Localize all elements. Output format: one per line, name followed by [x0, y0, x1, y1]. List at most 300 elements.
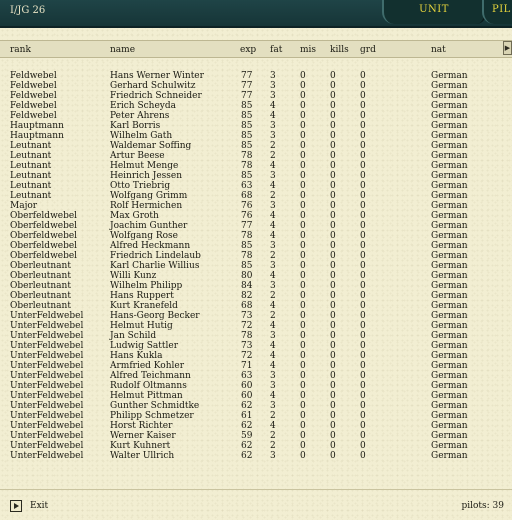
cell-grd: 0	[360, 91, 366, 101]
cell-grd: 0	[360, 241, 366, 251]
cell-nat: German	[431, 301, 468, 311]
cell-mis: 0	[300, 91, 306, 101]
cell-mis: 0	[300, 81, 306, 91]
cell-name: Heinrich Jessen	[110, 171, 183, 181]
cell-exp: 77	[241, 221, 253, 231]
cell-kills: 0	[330, 121, 336, 131]
column-header-exp[interactable]: exp	[240, 45, 257, 55]
cell-name: Rolf Hermichen	[110, 201, 183, 211]
cell-kills: 0	[330, 341, 336, 351]
cell-rank: UnterFeldwebel	[10, 441, 84, 451]
cell-grd: 0	[360, 121, 366, 131]
table-row[interactable]	[0, 151, 512, 161]
cell-grd: 0	[360, 101, 366, 111]
cell-fat: 4	[270, 361, 276, 371]
cell-exp: 72	[241, 321, 253, 331]
cell-exp: 62	[241, 421, 253, 431]
table-row[interactable]	[0, 421, 512, 431]
cell-mis: 0	[300, 121, 306, 131]
cell-mis: 0	[300, 411, 306, 421]
cell-kills: 0	[330, 381, 336, 391]
cell-name: Helmut Pittman	[110, 391, 183, 401]
cell-nat: German	[431, 181, 468, 191]
cell-fat: 2	[270, 411, 276, 421]
table-row[interactable]	[0, 241, 512, 251]
column-header-name[interactable]: name	[110, 45, 136, 55]
cell-mis: 0	[300, 301, 306, 311]
table-row[interactable]	[0, 331, 512, 341]
cell-name: Friedrich Schneider	[110, 91, 202, 101]
cell-fat: 4	[270, 341, 276, 351]
cell-kills: 0	[330, 401, 336, 411]
cell-mis: 0	[300, 321, 306, 331]
table-row[interactable]	[0, 101, 512, 111]
cell-nat: German	[431, 141, 468, 151]
cell-exp: 63	[241, 371, 253, 381]
cell-mis: 0	[300, 281, 306, 291]
cell-name: Wilhelm Gath	[110, 131, 173, 141]
table-row[interactable]	[0, 121, 512, 131]
cell-grd: 0	[360, 391, 366, 401]
cell-grd: 0	[360, 111, 366, 121]
cell-mis: 0	[300, 261, 306, 271]
pilot-count: pilots: 39	[461, 501, 504, 511]
cell-mis: 0	[300, 231, 306, 241]
cell-fat: 2	[270, 291, 276, 301]
table-row[interactable]	[0, 381, 512, 391]
cell-fat: 3	[270, 451, 276, 461]
top-bar	[0, 0, 512, 28]
cell-kills: 0	[330, 391, 336, 401]
cell-name: Werner Kaiser	[110, 431, 176, 441]
table-row[interactable]	[0, 451, 512, 461]
cell-grd: 0	[360, 191, 366, 201]
cell-rank: Major	[10, 201, 38, 211]
cell-name: Rudolf Oltmanns	[110, 381, 187, 391]
cell-nat: German	[431, 351, 468, 361]
cell-fat: 3	[270, 81, 276, 91]
cell-name: Karl Charlie Willius	[110, 261, 200, 271]
cell-rank: Feldwebel	[10, 91, 57, 101]
cell-grd: 0	[360, 441, 366, 451]
cell-name: Alfred Teichmann	[110, 371, 191, 381]
cell-rank: Leutnant	[10, 151, 52, 161]
cell-nat: German	[431, 321, 468, 331]
cell-fat: 2	[270, 141, 276, 151]
cell-exp: 85	[241, 111, 253, 121]
cell-rank: UnterFeldwebel	[10, 381, 84, 391]
table-row[interactable]	[0, 311, 512, 321]
cell-grd: 0	[360, 131, 366, 141]
column-header-rank[interactable]: rank	[10, 45, 31, 55]
cell-rank: UnterFeldwebel	[10, 341, 84, 351]
cell-grd: 0	[360, 411, 366, 421]
cell-nat: German	[431, 411, 468, 421]
cell-name: Erich Scheyda	[110, 101, 176, 111]
cell-mis: 0	[300, 441, 306, 451]
cell-fat: 4	[270, 351, 276, 361]
cell-mis: 0	[300, 431, 306, 441]
cell-grd: 0	[360, 171, 366, 181]
cell-rank: UnterFeldwebel	[10, 321, 84, 331]
table-row[interactable]	[0, 371, 512, 381]
table-row[interactable]	[0, 341, 512, 351]
cell-grd: 0	[360, 141, 366, 151]
cell-exp: 78	[241, 161, 253, 171]
column-header-grd[interactable]: grd	[360, 45, 376, 55]
table-row[interactable]	[0, 211, 512, 221]
cell-nat: German	[431, 101, 468, 111]
cell-name: Max Groth	[110, 211, 159, 221]
cell-mis: 0	[300, 421, 306, 431]
cell-mis: 0	[300, 151, 306, 161]
cell-rank: Oberfeldwebel	[10, 231, 78, 241]
table-row[interactable]	[0, 271, 512, 281]
cell-grd: 0	[360, 81, 366, 91]
cell-nat: German	[431, 371, 468, 381]
cell-exp: 78	[241, 251, 253, 261]
tab-unit[interactable]: UNIT	[382, 0, 486, 24]
cell-rank: Oberleutnant	[10, 301, 71, 311]
cell-kills: 0	[330, 151, 336, 161]
cell-rank: UnterFeldwebel	[10, 431, 84, 441]
table-row[interactable]	[0, 401, 512, 411]
cell-nat: German	[431, 241, 468, 251]
cell-kills: 0	[330, 261, 336, 271]
cell-nat: German	[431, 331, 468, 341]
table-row[interactable]	[0, 81, 512, 91]
cell-kills: 0	[330, 301, 336, 311]
cell-name: Wolfgang Rose	[110, 231, 178, 241]
cell-nat: German	[431, 91, 468, 101]
table-row[interactable]	[0, 391, 512, 401]
cell-exp: 78	[241, 331, 253, 341]
cell-fat: 3	[270, 261, 276, 271]
cell-grd: 0	[360, 211, 366, 221]
cell-grd: 0	[360, 301, 366, 311]
cell-rank: UnterFeldwebel	[10, 361, 84, 371]
cell-exp: 78	[241, 151, 253, 161]
cell-exp: 68	[241, 191, 253, 201]
cell-mis: 0	[300, 351, 306, 361]
column-header-kills[interactable]: kills	[330, 45, 349, 55]
cell-exp: 80	[241, 271, 253, 281]
cell-kills: 0	[330, 91, 336, 101]
table-row[interactable]	[0, 351, 512, 361]
cell-mis: 0	[300, 371, 306, 381]
cell-rank: UnterFeldwebel	[10, 371, 84, 381]
cell-rank: UnterFeldwebel	[10, 391, 84, 401]
cell-grd: 0	[360, 181, 366, 191]
cell-name: Gerhard Schulwitz	[110, 81, 196, 91]
cell-nat: German	[431, 231, 468, 241]
table-row[interactable]	[0, 71, 512, 81]
table-row[interactable]	[0, 171, 512, 181]
cell-fat: 3	[270, 91, 276, 101]
table-row[interactable]	[0, 281, 512, 291]
cell-name: Willi Kunz	[110, 271, 157, 281]
cell-nat: German	[431, 171, 468, 181]
cell-rank: Leutnant	[10, 141, 52, 151]
cell-nat: German	[431, 291, 468, 301]
cell-name: Ludwig Sattler	[110, 341, 179, 351]
cell-grd: 0	[360, 421, 366, 431]
cell-mis: 0	[300, 221, 306, 231]
cell-grd: 0	[360, 431, 366, 441]
cell-kills: 0	[330, 161, 336, 171]
cell-exp: 85	[241, 121, 253, 131]
play-triangle-icon	[10, 500, 22, 512]
cell-rank: Oberleutnant	[10, 261, 71, 271]
cell-mis: 0	[300, 341, 306, 351]
cell-exp: 60	[241, 381, 253, 391]
cell-kills: 0	[330, 71, 336, 81]
cell-rank: UnterFeldwebel	[10, 401, 84, 411]
cell-name: Friedrich Lindelaub	[110, 251, 201, 261]
cell-nat: German	[431, 281, 468, 291]
table-row[interactable]	[0, 321, 512, 331]
cell-nat: German	[431, 261, 468, 271]
footer-divider	[0, 489, 512, 490]
cell-grd: 0	[360, 151, 366, 161]
cell-nat: German	[431, 71, 468, 81]
cell-grd: 0	[360, 451, 366, 461]
cell-kills: 0	[330, 201, 336, 211]
cell-fat: 3	[270, 371, 276, 381]
cell-mis: 0	[300, 381, 306, 391]
cell-mis: 0	[300, 161, 306, 171]
cell-name: Jan Schild	[110, 331, 157, 341]
cell-nat: German	[431, 251, 468, 261]
table-row[interactable]	[0, 231, 512, 241]
cell-nat: German	[431, 81, 468, 91]
cell-grd: 0	[360, 351, 366, 361]
cell-grd: 0	[360, 321, 366, 331]
cell-name: Waldemar Soffing	[110, 141, 192, 151]
column-header-mis[interactable]: mis	[300, 45, 317, 55]
cell-fat: 2	[270, 431, 276, 441]
cell-fat: 3	[270, 121, 276, 131]
cell-mis: 0	[300, 211, 306, 221]
cell-fat: 3	[270, 381, 276, 391]
cell-rank: Leutnant	[10, 161, 52, 171]
cell-kills: 0	[330, 361, 336, 371]
cell-mis: 0	[300, 171, 306, 181]
cell-exp: 68	[241, 301, 253, 311]
cell-mis: 0	[300, 101, 306, 111]
cell-kills: 0	[330, 291, 336, 301]
cell-kills: 0	[330, 251, 336, 261]
cell-grd: 0	[360, 261, 366, 271]
cell-kills: 0	[330, 131, 336, 141]
table-row[interactable]	[0, 291, 512, 301]
cell-grd: 0	[360, 201, 366, 211]
cell-rank: Oberleutnant	[10, 271, 71, 281]
cell-name: Helmut Menge	[110, 161, 179, 171]
cell-fat: 3	[270, 331, 276, 341]
cell-nat: German	[431, 441, 468, 451]
cell-nat: German	[431, 391, 468, 401]
table-row[interactable]	[0, 161, 512, 171]
cell-grd: 0	[360, 221, 366, 231]
cell-name: Wilhelm Philipp	[110, 281, 183, 291]
cell-nat: German	[431, 191, 468, 201]
cell-fat: 3	[270, 241, 276, 251]
cell-name: Alfred Heckmann	[110, 241, 191, 251]
cell-exp: 73	[241, 311, 253, 321]
cell-mis: 0	[300, 191, 306, 201]
cell-kills: 0	[330, 81, 336, 91]
cell-fat: 2	[270, 191, 276, 201]
cell-rank: UnterFeldwebel	[10, 331, 84, 341]
cell-kills: 0	[330, 191, 336, 201]
table-row[interactable]	[0, 91, 512, 101]
cell-rank: Oberfeldwebel	[10, 211, 78, 221]
cell-rank: UnterFeldwebel	[10, 311, 84, 321]
cell-rank: Hauptmann	[10, 131, 64, 141]
cell-exp: 77	[241, 81, 253, 91]
cell-rank: Leutnant	[10, 171, 52, 181]
cell-name: Otto Triebrig	[110, 181, 171, 191]
cell-rank: UnterFeldwebel	[10, 351, 84, 361]
cell-exp: 60	[241, 391, 253, 401]
tab-pilots[interactable]: PIL	[482, 0, 512, 24]
cell-rank: Feldwebel	[10, 81, 57, 91]
cell-exp: 85	[241, 241, 253, 251]
table-row[interactable]	[0, 181, 512, 191]
cell-rank: Leutnant	[10, 181, 52, 191]
cell-fat: 2	[270, 311, 276, 321]
cell-mis: 0	[300, 201, 306, 211]
cell-exp: 71	[241, 361, 253, 371]
cell-kills: 0	[330, 331, 336, 341]
cell-nat: German	[431, 381, 468, 391]
cell-mis: 0	[300, 291, 306, 301]
cell-fat: 4	[270, 161, 276, 171]
table-row[interactable]	[0, 411, 512, 421]
cell-kills: 0	[330, 141, 336, 151]
cell-rank: Oberfeldwebel	[10, 251, 78, 261]
cell-kills: 0	[330, 211, 336, 221]
cell-mis: 0	[300, 71, 306, 81]
cell-nat: German	[431, 111, 468, 121]
cell-kills: 0	[330, 431, 336, 441]
cell-exp: 85	[241, 131, 253, 141]
cell-mis: 0	[300, 131, 306, 141]
cell-exp: 61	[241, 411, 253, 421]
table-row[interactable]	[0, 441, 512, 451]
cell-name: Hans Werner Winter	[110, 71, 204, 81]
cell-fat: 3	[270, 401, 276, 411]
cell-name: Kurt Kranefeld	[110, 301, 178, 311]
pilot-roster-panel	[0, 28, 512, 520]
cell-name: Kurt Kuhnert	[110, 441, 171, 451]
cell-kills: 0	[330, 411, 336, 421]
cell-exp: 62	[241, 441, 253, 451]
cell-fat: 4	[270, 421, 276, 431]
cell-nat: German	[431, 451, 468, 461]
cell-name: Philipp Schmetzer	[110, 411, 194, 421]
cell-exp: 63	[241, 181, 253, 191]
cell-kills: 0	[330, 281, 336, 291]
cell-exp: 59	[241, 431, 253, 441]
exit-button[interactable]	[10, 499, 48, 513]
cell-nat: German	[431, 121, 468, 131]
cell-mis: 0	[300, 311, 306, 321]
column-header-nat[interactable]: nat	[431, 45, 446, 55]
cell-mis: 0	[300, 391, 306, 401]
cell-name: Horst Richter	[110, 421, 173, 431]
cell-fat: 2	[270, 441, 276, 451]
scroll-arrow-icon[interactable]: ▶	[503, 41, 512, 55]
table-row[interactable]	[0, 201, 512, 211]
cell-grd: 0	[360, 71, 366, 81]
cell-nat: German	[431, 431, 468, 441]
column-header-fat[interactable]: fat	[270, 45, 283, 55]
cell-exp: 73	[241, 341, 253, 351]
table-row[interactable]	[0, 431, 512, 441]
cell-exp: 77	[241, 71, 253, 81]
cell-rank: Feldwebel	[10, 111, 57, 121]
cell-fat: 4	[270, 111, 276, 121]
table-row[interactable]	[0, 221, 512, 231]
cell-nat: German	[431, 361, 468, 371]
cell-grd: 0	[360, 271, 366, 281]
cell-mis: 0	[300, 181, 306, 191]
table-row[interactable]	[0, 301, 512, 311]
cell-kills: 0	[330, 231, 336, 241]
cell-rank: Oberleutnant	[10, 291, 71, 301]
cell-nat: German	[431, 151, 468, 161]
cell-rank: Leutnant	[10, 191, 52, 201]
table-row[interactable]	[0, 131, 512, 141]
cell-grd: 0	[360, 331, 366, 341]
cell-kills: 0	[330, 421, 336, 431]
cell-exp: 84	[241, 281, 253, 291]
cell-nat: German	[431, 311, 468, 321]
cell-kills: 0	[330, 371, 336, 381]
table-row[interactable]	[0, 141, 512, 151]
cell-nat: German	[431, 131, 468, 141]
cell-grd: 0	[360, 341, 366, 351]
cell-fat: 3	[270, 281, 276, 291]
cell-mis: 0	[300, 361, 306, 371]
cell-rank: Oberleutnant	[10, 281, 71, 291]
cell-rank: UnterFeldwebel	[10, 411, 84, 421]
cell-kills: 0	[330, 441, 336, 451]
cell-mis: 0	[300, 331, 306, 341]
cell-nat: German	[431, 271, 468, 281]
exit-label: Exit	[30, 501, 49, 511]
cell-name: Helmut Hutig	[110, 321, 173, 331]
cell-nat: German	[431, 341, 468, 351]
table-row[interactable]	[0, 111, 512, 121]
cell-exp: 85	[241, 261, 253, 271]
table-row[interactable]	[0, 251, 512, 261]
table-row[interactable]	[0, 191, 512, 201]
cell-name: Hans Ruppert	[110, 291, 174, 301]
table-row[interactable]	[0, 361, 512, 371]
table-row[interactable]	[0, 261, 512, 271]
cell-fat: 4	[270, 391, 276, 401]
cell-nat: German	[431, 161, 468, 171]
cell-name: Karl Borris	[110, 121, 161, 131]
cell-grd: 0	[360, 401, 366, 411]
cell-kills: 0	[330, 111, 336, 121]
cell-grd: 0	[360, 311, 366, 321]
cell-kills: 0	[330, 351, 336, 361]
cell-exp: 77	[241, 91, 253, 101]
